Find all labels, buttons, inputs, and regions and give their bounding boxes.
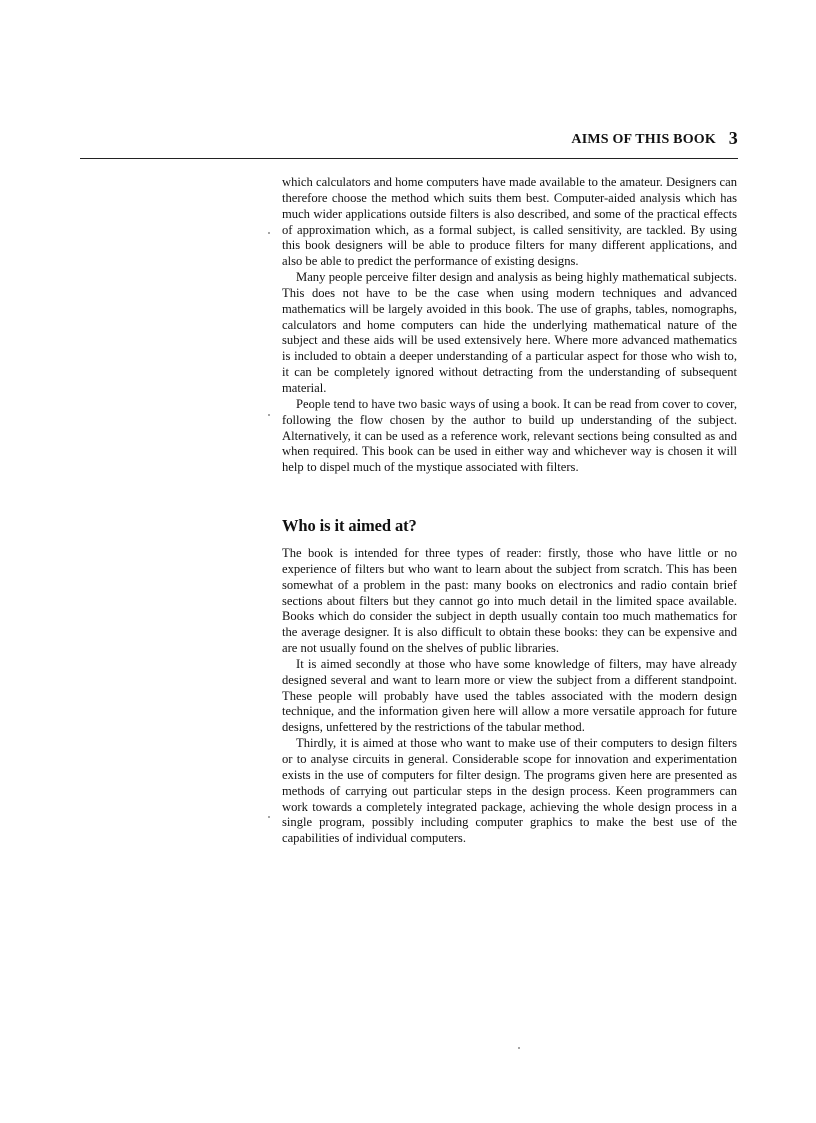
- section-paragraph-2: It is aimed secondly at those who have some knowledge of filters, may have already designed several and want to learn more or view the subject from a different standpoint. These people will probably have used the tables associated with the modern design technique, and the information given here will allow a more versatile approach for future designs, unfettered by the restrictions of the tabular method.: [282, 656, 737, 735]
- scan-speck: [518, 1047, 520, 1049]
- section-paragraph-1: The book is intended for three types of reader: firstly, those who have little or no experience of filters but who want to learn about the subject from scratch. This has been somewhat of a problem in the past: many books on electronics and radio contain brief sections about filters but they cannot go into much detail in the limited space available. Books which do consider the subject in depth usually contain too much mathematics for the average designer. It is also difficult to obtain these books: they can be expensive and are not usually found on the shelves of public libraries.: [282, 546, 737, 656]
- section-paragraph-3: Thirdly, it is aimed at those who want to make use of their computers to design filters or to analyse circuits in general. Considerable scope for innovation and experimentation exists in the use of computers for filter design. The programs given here are presented as methods of carrying out particular steps in the design process. Keen programmers can work towards a completely integrated package, achieving the whole design process in a single program, possibly including computer graphics to make the best use of the capabilities of individual computers.: [282, 736, 737, 846]
- body-text-column: [282, 175, 737, 847]
- running-title: AIMS OF THIS BOOK: [571, 132, 716, 147]
- scan-speck: [268, 232, 270, 234]
- intro-paragraph-1: which calculators and home computers have made available to the amateur. Designers can therefore choose the method which suits them best. Computer-aided analysis which has much wider applications outside filters is also described, and some of the practical effects of approximation which, as a formal subject, is called sensitivity, are tackled. By using this book designers will be able to produce filters for many different applications, and also be able to predict the performance of existing designs.: [282, 175, 737, 269]
- page-number: 3: [728, 128, 738, 148]
- running-header: [540, 128, 740, 150]
- header-rule: [80, 158, 738, 159]
- intro-paragraph-3: People tend to have two basic ways of using a book. It can be read from cover to cover, following the flow chosen by the author to build up understanding of the subject. Alternatively, it can be used as a reference work, relevant sections being consulted as and when required. This book can be used in either way and whichever way is chosen it will help to dispel much of the mystique associated with filters.: [282, 396, 737, 475]
- section-heading: Who is it aimed at?: [282, 516, 417, 536]
- scan-speck: [268, 414, 270, 416]
- intro-paragraph-2: Many people perceive filter design and analysis as being highly mathematical subjects. This does not have to be the case when using modern techniques and advanced mathematics will be largely avoided in this book. The use of graphs, tables, nomographs, calculators and home computers can hide the underlying mathematical nature of the subject and these aids will be used extensively here. Where more advanced mathematics is included to obtain a deeper understanding of a particular aspect for those who wish to, it can be completely ignored without detracting from the understanding of subsequent material.: [282, 270, 737, 395]
- scan-speck: [268, 816, 270, 818]
